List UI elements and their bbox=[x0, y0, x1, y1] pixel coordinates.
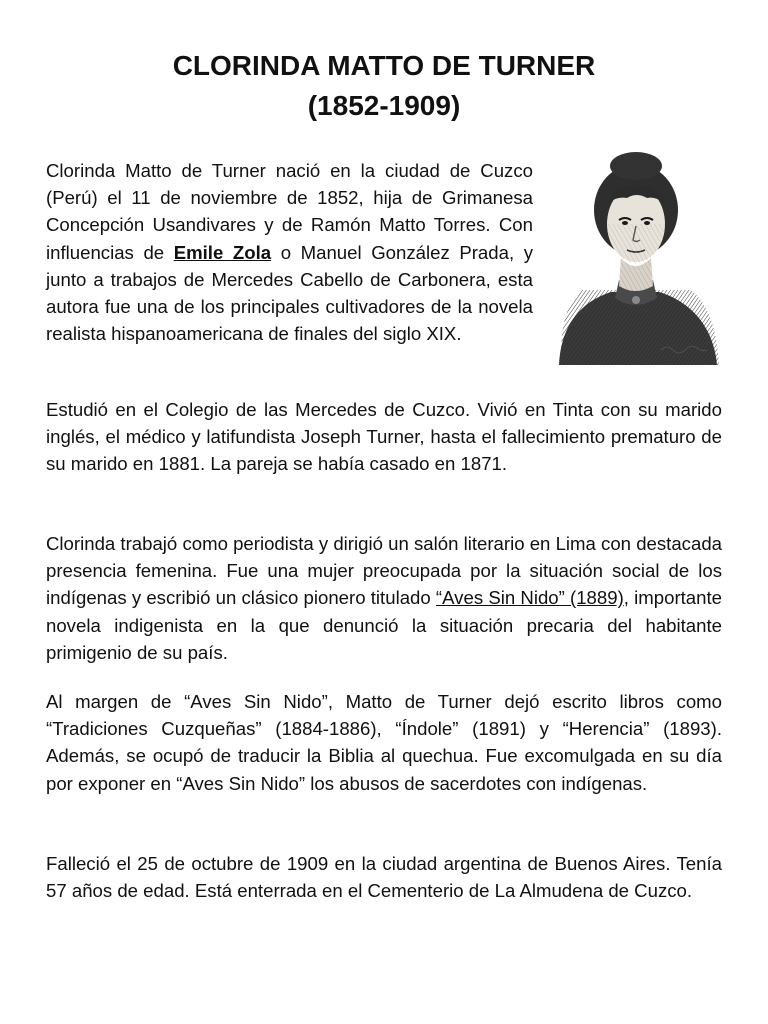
emile-zola-link[interactable]: Emile Zola bbox=[173, 241, 272, 263]
paragraph-text: o Manuel González Prada, y junto a trabajos de Mercedes Cabello de Carbonera, esta autora fue una de los principales cultivadores de la novela realista hispanoamericana de finales del siglo XIX. bbox=[46, 241, 533, 345]
page-subtitle-years: (1852-1909) bbox=[307, 90, 461, 121]
paragraph-journalism bbox=[46, 530, 722, 666]
paragraph-text: Clorinda Matto de Turner nació en la ciudad de Cuzco (Perú) el 11 de noviembre de 1852, hija de Grimanesa Concepción Usandivares y de Ramón Matto Torres. Con influencias de bbox=[46, 160, 533, 263]
paragraph-death: Falleció el 25 de octubre de 1909 en la ciudad argentina de Buenos Aires. Tenía 57 años de edad. Está enterrada en el Cementerio de La Almudena de Cuzco. bbox=[46, 853, 722, 902]
paragraph-education-marriage: Estudió en el Colegio de las Mercedes de Cuzco. Vivió en Tinta con su marido inglés, el médico y latifundista Joseph Turner, hasta el fallecimiento prematuro de su marido en 1881. La pareja se había casado en 1871. bbox=[46, 399, 722, 475]
aves-sin-nido-link[interactable]: “Aves Sin Nido” (1889) bbox=[435, 587, 624, 609]
portrait-icon bbox=[541, 140, 729, 365]
paragraph-works: Al margen de “Aves Sin Nido”, Matto de Turner dejó escrito libros como “Tradiciones Cuzqueñas” (1884-1886), “Índole” (1891) y “Herencia” (1893). Además, se ocupó de traducir la Biblia al quechua. Fue excomulgada en su día por exponer en “Aves Sin Nido” los abusos de sacerdotes con indígenas. bbox=[46, 691, 722, 794]
paragraph-text: , importante novela indigenista en la que denunció la situación precaria del habitante primigenio de su país. bbox=[46, 587, 722, 663]
paragraph-text: Clorinda trabajó como periodista y dirigió un salón literario en Lima con destacada presencia femenina. Fue una mujer preocupada por la situación social de los indígenas y escribió un clásico pionero titulado bbox=[46, 533, 722, 609]
page-title: CLORINDA MATTO DE TURNER bbox=[172, 50, 596, 81]
paragraph-biography-intro bbox=[46, 157, 533, 347]
portrait-engraving-image bbox=[541, 140, 729, 365]
